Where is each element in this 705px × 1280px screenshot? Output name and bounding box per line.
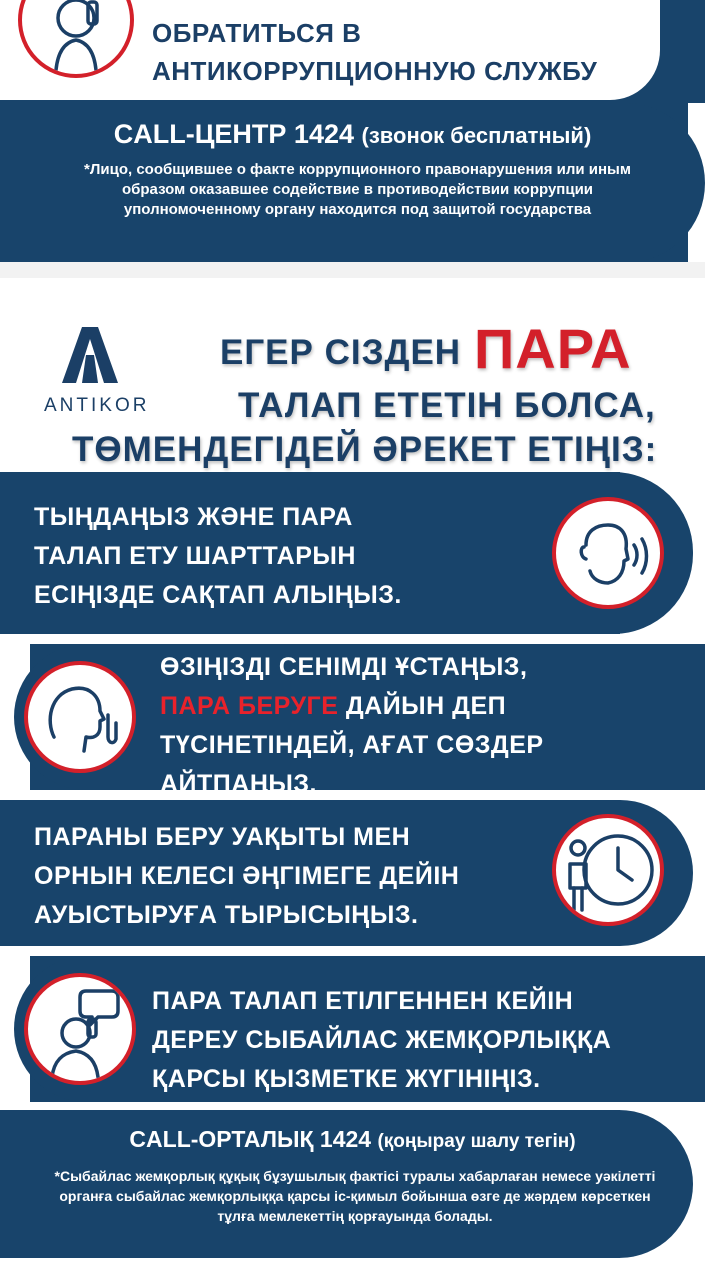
headline-highlight: ПАРА: [474, 317, 632, 380]
step-2-line: АЙТПАҢЫЗ.: [160, 770, 317, 798]
step-4-line: ПАРА ТАЛАП ЕТІЛГЕННЕН КЕЙІН: [152, 987, 574, 1015]
step-separator: [0, 1102, 705, 1110]
heading-line-1: ОБРАТИТЬСЯ В: [152, 18, 362, 48]
headline-line-2: ТАЛАП ЕТЕТІН БОЛСА,: [238, 386, 656, 425]
step-4-text: [152, 982, 611, 1099]
step-2-line: ӨЗІҢІЗДІ СЕНІМДІ ҰСТАҢЫЗ,: [160, 653, 528, 681]
step-separator: [0, 634, 705, 644]
headline-prefix: ЕГЕР СІЗДЕН: [220, 333, 462, 372]
step-1-line: ТЫҢДАҢЫЗ ЖӘНЕ ПАРА: [34, 503, 353, 531]
step-3-text: [34, 818, 459, 935]
section-divider: [0, 262, 705, 278]
clock-person-icon: [552, 814, 664, 926]
call-center-free-note: (звонок бесплатный): [361, 123, 592, 148]
bottom-margin: [0, 1258, 705, 1280]
protection-note-kz: *Сыбайлас жемқорлық құқық бұзушылық фактісі туралы хабарлаған немесе уәкілетті органға сыбайлас жемқорлыққа қарсы іс-қимыл бойынша өзге де жәрдем көрсеткен тұлға мемлекеттің қорғауында болады.: [54, 1168, 656, 1224]
logo-text: ANTIKOR: [44, 395, 150, 416]
step-3-line: ПАРАНЫ БЕРУ УАҚЫТЫ МЕН: [34, 823, 411, 851]
step-2-text: [160, 648, 544, 804]
step-1-text: [34, 498, 402, 615]
listening-head-icon: [552, 497, 664, 609]
step-2-highlight: ПАРА БЕРУГЕ: [160, 692, 339, 720]
step-3-line: АУЫСТЫРУҒА ТЫРЫСЫҢЫЗ.: [34, 901, 419, 929]
step-4-line: ДЕРЕУ СЫБАЙЛАС ЖЕМҚОРЛЫҚҚА: [152, 1026, 612, 1054]
heading-line-2: АНТИКОРРУПЦИОННУЮ СЛУЖБУ: [152, 56, 598, 86]
step-2-line: [160, 687, 544, 726]
step-separator: [0, 946, 705, 956]
phone-call-icon: [24, 973, 136, 1085]
protection-note: *Лицо, сообщившее о факте коррупционного правонарушения или иным образом оказавшее содействие в противодействии коррупции уполномоченному органу находится под защитой государства: [84, 161, 631, 218]
call-center-number: CALL-ЦЕНТР 1424: [113, 119, 354, 149]
step-3-line: ОРНЫН КЕЛЕСІ ӘҢГІМЕГЕ ДЕЙІН: [34, 862, 460, 890]
headline-line-3: ТӨМЕНДЕГІДЕЙ ӘРЕКЕТ ЕТІҢІЗ:: [72, 430, 658, 469]
step-4-line: ҚАРСЫ ҚЫЗМЕТКЕ ЖҮГІНІҢІЗ.: [152, 1065, 541, 1093]
step-1-line: ТАЛАП ЕТУ ШАРТТАРЫН: [34, 542, 356, 570]
call-center-kz-free-note: (қоңырау шалу тегін): [377, 1131, 576, 1152]
call-center-kz-title: [0, 1126, 705, 1153]
antikor-logo-icon: [60, 325, 120, 385]
step-2-line: ТҮСІНЕТІНДЕЙ, АҒАТ СӨЗДЕР: [160, 731, 544, 759]
step-1-line: ЕСІҢІЗДЕ САҚТАП АЛЫҢЫЗ.: [34, 581, 402, 609]
silence-gesture-icon: [24, 661, 136, 773]
call-center-kz-number: CALL-ОРТАЛЫҚ 1424: [129, 1126, 372, 1152]
call-center-title: [0, 119, 705, 150]
step-2-line-rest: ДАЙЫН ДЕП: [338, 692, 507, 720]
